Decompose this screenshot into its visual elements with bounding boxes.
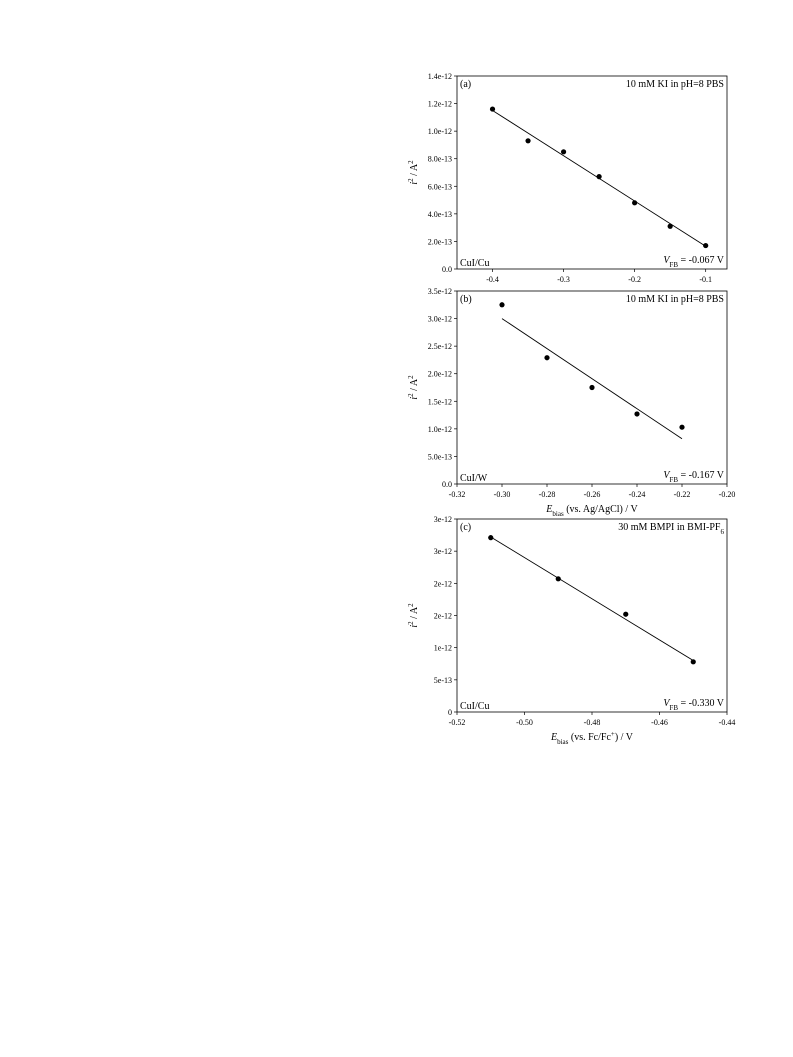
x-tick-label: -0.52: [448, 718, 466, 727]
flat-band-potential-label: $V_{FB} = -0.067$ V: [663, 255, 724, 269]
chart-panel-2: [407, 287, 735, 518]
y-axis-title: $i^2 / A^2$: [407, 160, 420, 185]
x-tick-label: -0.28: [538, 490, 556, 499]
x-tick-label: -0.3: [557, 275, 570, 284]
x-axis-title: $E_{bias}$ (vs. Fc/Fc+) / V: [551, 730, 633, 746]
data-point: [668, 224, 673, 229]
x-tick-label: -0.44: [718, 718, 736, 727]
flat-band-potential-label: $V_{FB} = -0.330$ V: [663, 698, 724, 712]
sample-label: CuI/W: [460, 473, 488, 484]
y-tick-label: 2.5e-12: [427, 342, 452, 352]
data-point: [679, 425, 684, 430]
data-point: [556, 576, 561, 581]
data-point: [525, 138, 530, 143]
y-tick-label: 3e-12: [433, 547, 452, 557]
data-point: [597, 174, 602, 179]
x-tick-label: -0.26: [583, 490, 601, 499]
data-point: [632, 200, 637, 205]
x-tick-label: -0.50: [516, 718, 533, 727]
fit-line: [491, 537, 694, 661]
y-tick-label: 3e-12: [433, 515, 452, 524]
x-tick-label: -0.24: [628, 490, 646, 499]
y-tick-label: 5.0e-13: [427, 452, 452, 462]
y-tick-label: 1.0e-12: [427, 127, 452, 137]
y-tick-label: 3.5e-12: [427, 287, 452, 296]
y-axis-title: $i^2 / A^2$: [407, 603, 420, 628]
condition-label: 10 mM KI in pH=8 PBS: [625, 79, 724, 90]
y-tick-label: 1.5e-12: [427, 397, 452, 407]
panel-label: (a): [460, 79, 472, 90]
y-tick-label: 4.0e-13: [427, 209, 452, 219]
x-axis-title: $E_{bias}$ (vs. Ag/AgCl) / V: [546, 504, 638, 518]
data-point: [499, 302, 504, 307]
data-point: [634, 411, 639, 416]
chart-panel-1: [407, 72, 727, 284]
data-point: [544, 355, 549, 360]
data-point: [623, 612, 628, 617]
data-point: [490, 106, 495, 111]
y-tick-label: 3.0e-12: [427, 314, 452, 324]
x-tick-label: -0.32: [448, 490, 466, 499]
y-tick-label: 2.0e-13: [427, 237, 452, 247]
sample-label: CuI/Cu: [460, 258, 490, 269]
plot-frame: [457, 76, 727, 269]
data-point: [589, 385, 594, 390]
x-tick-label: -0.22: [673, 490, 691, 499]
y-tick-label: 8.0e-13: [427, 154, 452, 164]
condition-label: 30 mM BMPI in BMI-$PF_6$: [618, 522, 724, 536]
y-tick-label: 2e-12: [433, 611, 452, 621]
flat-band-potential-label: $V_{FB} = -0.167$ V: [663, 470, 724, 484]
y-tick-label: 0.0: [442, 480, 452, 489]
x-tick-label: -0.1: [699, 275, 713, 284]
y-tick-label: 0.0: [442, 265, 452, 274]
condition-label: 10 mM KI in pH=8 PBS: [625, 294, 724, 305]
y-tick-label: 6.0e-13: [427, 182, 452, 192]
data-point: [561, 149, 566, 154]
y-axis-title: $i^2 / A^2$: [407, 375, 420, 400]
x-tick-label: -0.20: [718, 490, 736, 499]
data-point: [488, 535, 493, 540]
x-tick-label: -0.30: [493, 490, 511, 499]
y-tick-label: 5e-13: [433, 675, 452, 685]
y-tick-label: 2.0e-12: [427, 369, 452, 379]
plot-frame: [457, 519, 727, 712]
sample-label: CuI/Cu: [460, 701, 490, 712]
y-tick-label: 1e-12: [433, 643, 452, 653]
y-tick-label: 1.2e-12: [427, 99, 452, 109]
fit-line: [502, 319, 682, 439]
data-point: [703, 243, 708, 248]
y-tick-label: 0: [448, 708, 452, 717]
data-point: [691, 659, 696, 664]
x-tick-label: -0.48: [583, 718, 601, 727]
panel-label: (b): [460, 294, 472, 305]
y-tick-label: 1.0e-12: [427, 424, 452, 434]
y-tick-label: 2e-12: [433, 579, 452, 589]
x-tick-label: -0.2: [628, 275, 641, 284]
x-tick-label: -0.46: [651, 718, 668, 727]
x-tick-label: -0.4: [486, 275, 499, 284]
panel-label: (c): [460, 522, 472, 533]
chart-panel-3: [407, 515, 735, 746]
y-tick-label: 1.4e-12: [427, 72, 452, 81]
